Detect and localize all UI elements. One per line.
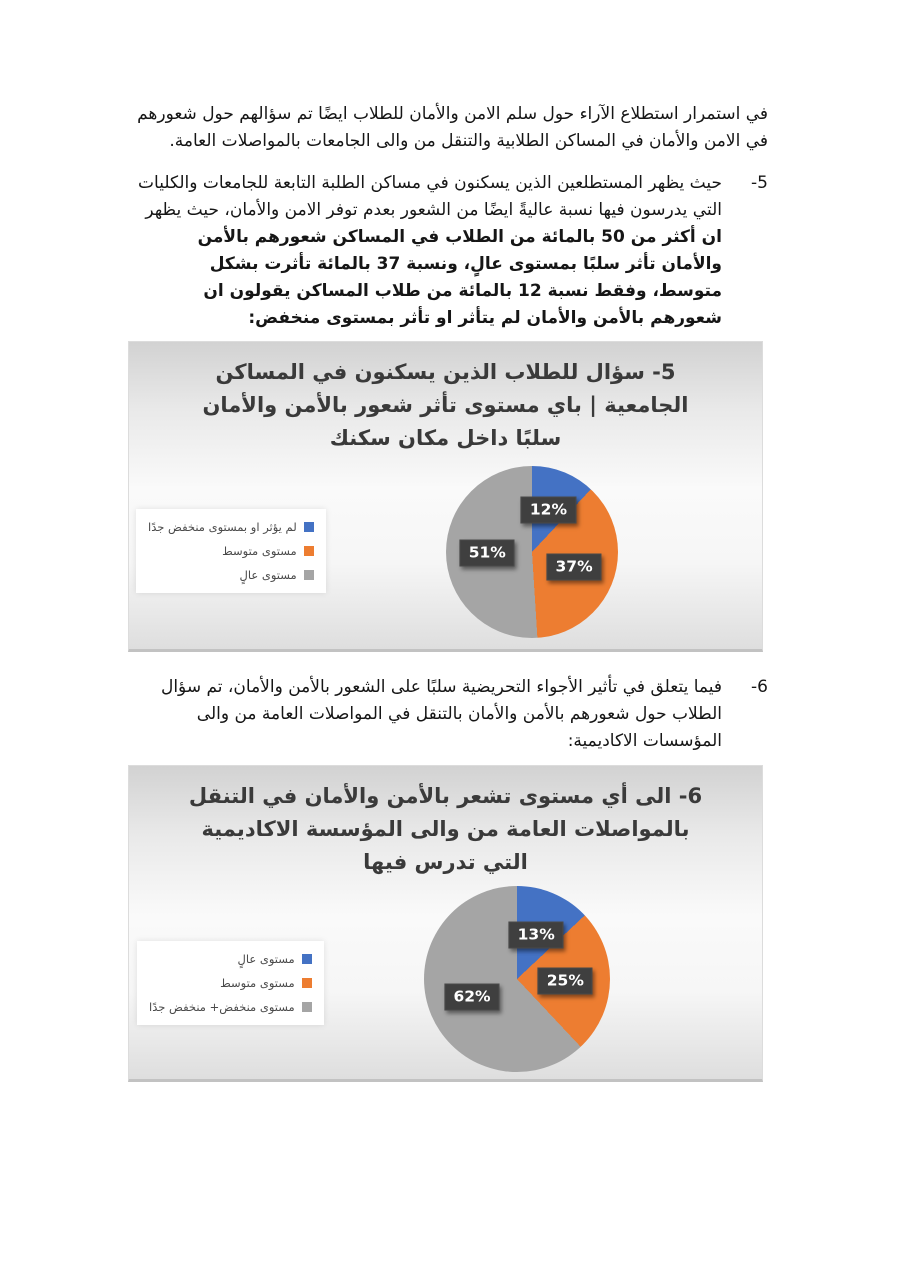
- list-item-6-marker: 6-: [751, 677, 768, 697]
- legend-item: [148, 544, 314, 558]
- legend-swatch-icon: [304, 570, 314, 580]
- legend-item: [148, 520, 314, 534]
- list-item-6: [135, 674, 768, 755]
- chart-q5-pie: [446, 466, 618, 638]
- legend-label: مستوى منخفض+ منخفض جدًا: [149, 1000, 295, 1014]
- pie-data-label: 37%: [547, 554, 602, 581]
- legend-item: [149, 1000, 312, 1014]
- chart-q5-legend: [136, 509, 326, 593]
- legend-swatch-icon: [302, 978, 312, 988]
- legend-swatch-icon: [304, 522, 314, 532]
- legend-label: لم يؤثر او بمستوى منخفض جدًا: [148, 520, 297, 534]
- list-item-5: [135, 170, 768, 332]
- pie-data-label: 62%: [444, 983, 499, 1010]
- list-item-5-marker: 5-: [751, 173, 768, 193]
- legend-item: [149, 952, 312, 966]
- pie-data-label: 13%: [509, 921, 564, 948]
- pie-chart-q6: [128, 765, 763, 1082]
- list-item-5-text-bold: ان أكثر من 50 بالمائة من الطلاب في المساكن شعورهم بالأمن والأمان تأثر سلبًا بمستوى عالٍ، ونسبة 37 بالمائة تأثرت بشكل متوسط، وفقط نسبة 12 بالمائة من طلاب المساكن يقولون ان شعورهم بالأمن والأمان لم يتأثر او تأثر بمستوى منخفض:: [197, 227, 722, 328]
- legend-swatch-icon: [302, 1002, 312, 1012]
- chart-q6-pie: [424, 886, 610, 1072]
- list-item-5-text: [135, 170, 722, 332]
- legend-label: مستوى عالٍ: [239, 568, 297, 582]
- legend-swatch-icon: [302, 954, 312, 964]
- chart-q5-title: 5- سؤال للطلاب الذين يسكنون في المساكن الجامعية | باي مستوى تأثر شعور بالأمن والأمان سلبًا داخل مكان سكنك: [202, 360, 689, 450]
- legend-item: [149, 976, 312, 990]
- list-item-6-text-normal: فيما يتعلق في تأثير الأجواء التحريضية سلبًا على الشعور بالأمن والأمان، تم سؤال الطلاب حول شعورهم بالأمن والأمان بالتنقل في المواصلات العامة من والى المؤسسات الاكاديمية:: [160, 677, 722, 751]
- pie-data-label: 12%: [521, 497, 576, 524]
- legend-swatch-icon: [304, 546, 314, 556]
- legend-label: مستوى عالٍ: [237, 952, 295, 966]
- list-item-6-text: [135, 674, 722, 755]
- chart-q6-title: 6- الى أي مستوى تشعر بالأمن والأمان في التنقل بالمواصلات العامة من والى المؤسسة الاكاديمية التي تدرس فيها: [188, 784, 703, 874]
- legend-label: مستوى متوسط: [220, 976, 295, 990]
- legend-item: [148, 568, 314, 582]
- pie-chart-q5: [128, 341, 763, 652]
- legend-label: مستوى متوسط: [222, 544, 297, 558]
- intro-paragraph: في استمرار استطلاع الآراء حول سلم الامن والأمان للطلاب ايضًا تم سؤالهم حول شعورهم في الامن والأمان في المساكن الطلابية والتنقل من والى الجامعات بالمواصلات العامة.: [137, 104, 768, 151]
- list-item-5-text-normal: حيث يظهر المستطلعين الذين يسكنون في مساكن الطلبة التابعة للجامعات والكليات التي يدرسون فيها نسبة عاليةً ايضًا من الشعور بعدم توفر الامن والأمان، حيث يظهر: [138, 173, 722, 220]
- pie-data-label: 25%: [538, 967, 593, 994]
- chart-q6-legend: [137, 941, 324, 1025]
- pie-data-label: 51%: [460, 540, 515, 567]
